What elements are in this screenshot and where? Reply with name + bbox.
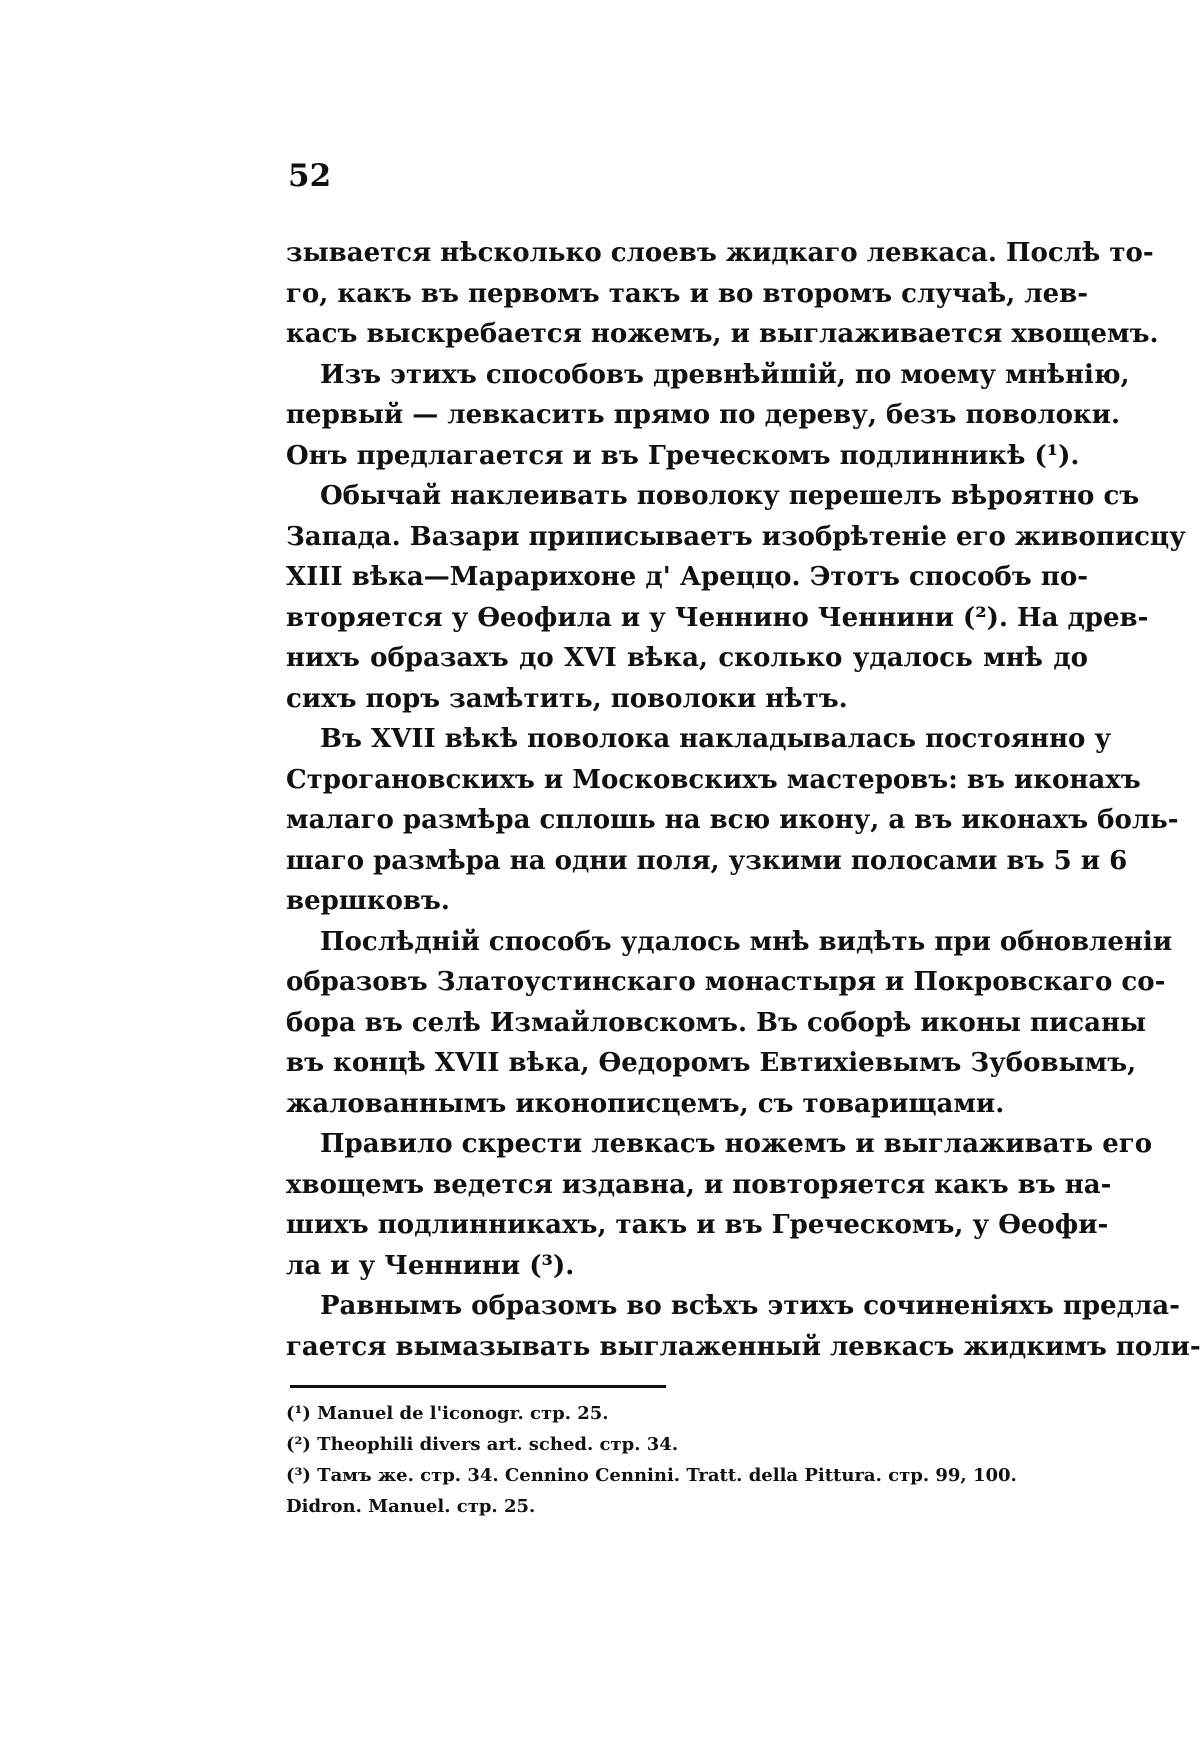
text-line: Равнымъ образомъ во всѣхъ этихъ сочиненіяхъ предла- bbox=[320, 1291, 1180, 1321]
text-line: Изъ этихъ способовъ древнѣйшій, по моему мнѣнію, bbox=[320, 359, 1130, 390]
text-line: въ концѣ XVII вѣка, Ѳедоромъ Евтихіевымъ Зубовымъ, bbox=[286, 1048, 1137, 1078]
paragraph-2 bbox=[286, 355, 1130, 477]
text-line: бора въ селѣ Измайловскомъ. Въ соборѣ иконы писаны bbox=[286, 1007, 1147, 1038]
text-line: Обычай наклеивать поволоку перешелъ вѣроятно съ bbox=[320, 481, 1140, 511]
text-line: Въ XVII вѣкѣ поволока накладывалась постоянно у bbox=[320, 724, 1112, 754]
footnote-divider bbox=[290, 1385, 666, 1388]
text-line: шаго размѣра на одни поля, узкими полосами въ 5 и 6 bbox=[286, 845, 1128, 876]
footnote-2: (²) Theophili divers art. sched. стр. 34. bbox=[286, 1434, 679, 1455]
footnote-1: (¹) Manuel de l'iconogr. стр. 25. bbox=[286, 1403, 609, 1424]
text-line: сихъ поръ замѣтить, поволоки нѣтъ. bbox=[286, 683, 848, 714]
paragraph-7 bbox=[286, 1286, 1201, 1367]
text-line: Послѣдній способъ удалось мнѣ видѣть при обновленіи bbox=[320, 926, 1173, 957]
footnote-3-continued: Didron. Manuel. стр. 25. bbox=[286, 1496, 536, 1517]
page-number: 52 bbox=[288, 158, 332, 194]
text-line: Онъ предлагается и въ Греческомъ подлинникѣ (¹). bbox=[286, 440, 1080, 471]
text-line: шихъ подлинникахъ, такъ и въ Греческомъ, у Ѳеофи- bbox=[286, 1210, 1109, 1240]
paragraph-3 bbox=[286, 476, 1186, 719]
text-line: малаго размѣра сплошь на всю икону, а въ иконахъ боль- bbox=[286, 805, 1179, 835]
paragraph-4 bbox=[286, 719, 1179, 922]
text-line: XIII вѣка—Марарихоне д' Ареццо. Этотъ способъ по- bbox=[286, 562, 1088, 592]
text-line: Строгановскихъ и Московскихъ мастеровъ: въ иконахъ bbox=[286, 764, 1141, 795]
text-line: образовъ Златоустинскаго монастыря и Покровскаго со- bbox=[286, 967, 1166, 997]
text-line: Запада. Вазари приписываетъ изобрѣтеніе его живописцу bbox=[286, 521, 1186, 552]
text-line: гается вымазывать выглаженный левкасъ жидкимъ поли- bbox=[286, 1331, 1201, 1362]
text-line: вершковъ. bbox=[286, 886, 450, 916]
text-line: касъ выскребается ножемъ, и выглаживается хвощемъ. bbox=[286, 319, 1159, 349]
footnote-3: (³) Тамъ же. стр. 34. Cennino Cennini. Tratt. della Pittura. стр. 99, 100. bbox=[286, 1465, 1017, 1486]
text-line: первый — левкасить прямо по дереву, безъ поволоки. bbox=[286, 400, 1121, 430]
paragraph-1 bbox=[286, 233, 1159, 355]
text-line: Правило скрести левкасъ ножемъ и выглаживать его bbox=[320, 1129, 1153, 1159]
text-line: вторяется у Ѳеофила и у Ченнино Ченнини (²). На древ- bbox=[286, 602, 1149, 633]
paragraph-5 bbox=[286, 922, 1173, 1125]
text-line: зывается нѣсколько слоевъ жидкаго левкаса. Послѣ то- bbox=[286, 238, 1154, 268]
text-line: нихъ образахъ до XVI вѣка, сколько удалось мнѣ до bbox=[286, 643, 1088, 673]
text-line: го, какъ въ первомъ такъ и во второмъ случаѣ, лев- bbox=[286, 278, 1088, 309]
body-text bbox=[286, 233, 1201, 1367]
text-line: хвощемъ ведется издавна, и повторяется какъ въ на- bbox=[286, 1169, 1112, 1200]
footnotes bbox=[286, 1398, 1088, 1522]
text-line: ла и у Ченнини (³). bbox=[286, 1250, 575, 1281]
text-line: жалованнымъ иконописцемъ, съ товарищами. bbox=[286, 1088, 1005, 1119]
paragraph-6 bbox=[286, 1124, 1153, 1286]
